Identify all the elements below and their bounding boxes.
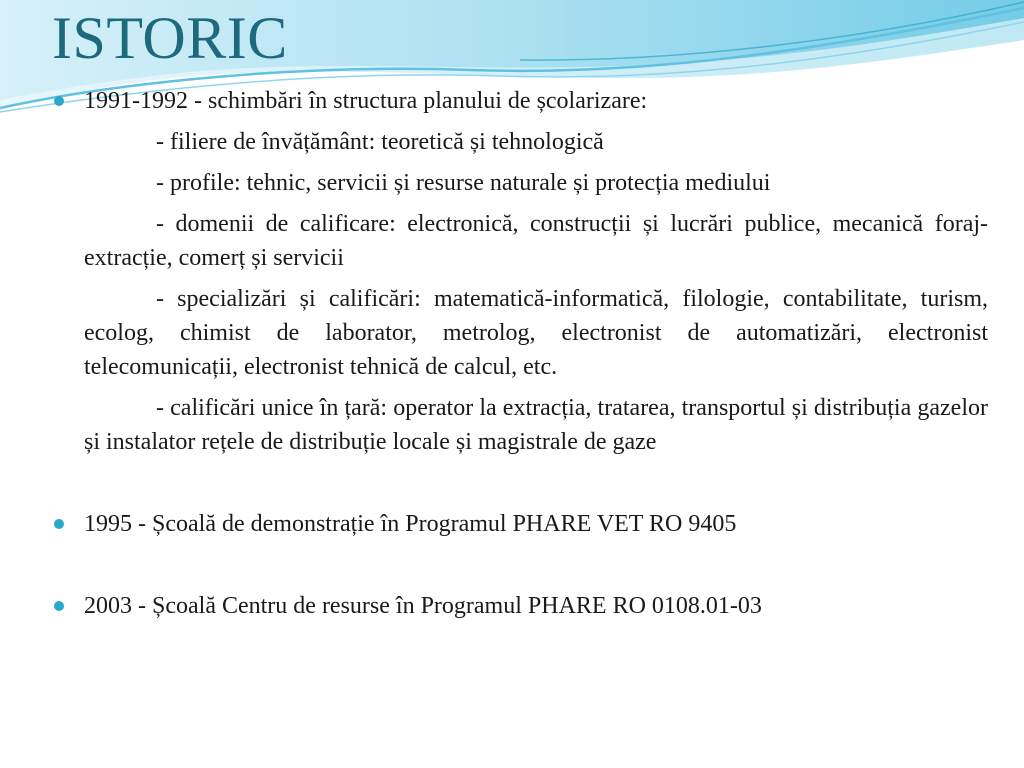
sub-item-profile: - profile: tehnic, servicii și resurse naturale și protecția mediului bbox=[156, 170, 771, 196]
bullet-text: 2003 - Școală Centru de resurse în Programul PHARE RO 0108.01-03 bbox=[84, 593, 762, 619]
slide-content bbox=[84, 84, 988, 623]
sub-item-specializari: - specializări și calificări: matematică-informatică, filologie, contabilitate, turism, ecolog, chimist de laborator, metrolog, electronist de automatizări, electronist telecomunicații, electronist tehnică de calcul, etc. bbox=[84, 286, 988, 380]
bullet-dot-icon bbox=[54, 96, 64, 106]
bullet-text: 1995 - Școală de demonstrație în Programul PHARE VET RO 9405 bbox=[84, 511, 737, 537]
page-title: ISTORIC bbox=[52, 5, 288, 71]
bullet-item-1995 bbox=[84, 507, 988, 541]
bullet-dot-icon bbox=[54, 601, 64, 611]
sub-item-domenii: - domenii de calificare: electronică, construcții și lucrări publice, mecanică foraj-extracție, comerț și servicii bbox=[84, 211, 988, 271]
sub-item-calificari-unice: - calificări unice în țară: operator la extracția, tratarea, transportul și distribuția gazelor și instalator rețele de distribuție locale și magistrale de gaze bbox=[84, 395, 988, 455]
bullet-item-2003 bbox=[84, 589, 988, 623]
bullet-text: 1991-1992 - schimbări în structura planului de școlarizare: bbox=[84, 88, 648, 114]
bullet-item-1991 bbox=[84, 84, 988, 459]
sub-item-filiere: - filiere de învățământ: teoretică și tehnologică bbox=[156, 129, 604, 155]
bullet-dot-icon bbox=[54, 519, 64, 529]
